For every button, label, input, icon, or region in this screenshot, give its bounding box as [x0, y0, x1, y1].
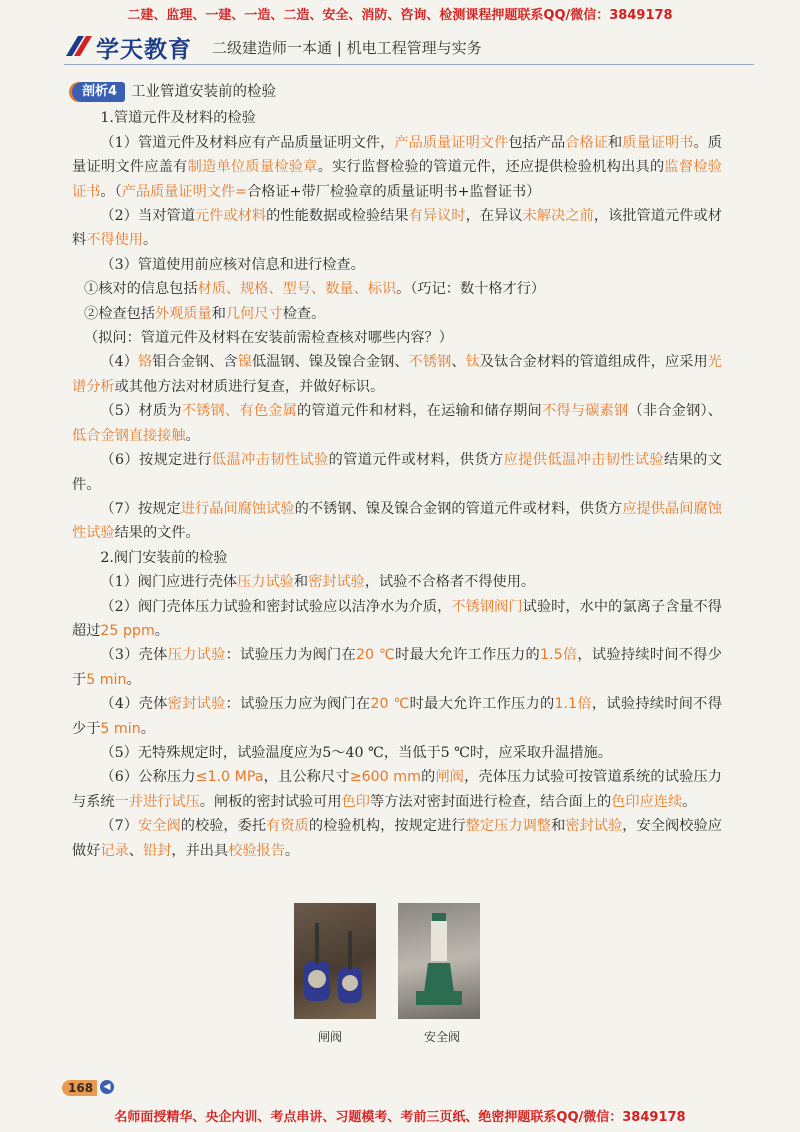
safety-valve-photo	[398, 903, 480, 1019]
main-content	[72, 80, 722, 863]
text-run: 结果的文件。	[72, 452, 722, 493]
highlighted-term: 密封试验	[308, 574, 365, 591]
logo-icon	[64, 34, 94, 58]
text-run: （非合金钢）、	[628, 403, 722, 420]
text-run: 、	[451, 354, 466, 371]
text-run: 时最大允许工作压力的	[409, 696, 555, 713]
highlighted-term: 压力试验	[167, 647, 226, 664]
header-divider	[64, 64, 754, 65]
highlighted-term: 铅封	[142, 842, 172, 859]
highlighted-term: 安全阀	[137, 818, 181, 835]
text-run: 低温钢、镍及镍合金钢、	[251, 354, 409, 371]
text-run: 。	[185, 427, 200, 444]
highlighted-term: 记录	[100, 842, 129, 859]
highlighted-term: 5 min	[100, 720, 141, 737]
highlighted-term: 闸阀	[435, 769, 465, 786]
text-run: 。	[154, 622, 169, 639]
text-run: （7）	[100, 818, 138, 835]
text-run: （1）管道元件及材料应有产品质量证明文件，	[100, 134, 395, 151]
text-run: 试验时，水中的氯离子含量不得超过	[72, 598, 722, 639]
text-run: （6）公称压力	[100, 769, 196, 786]
paragraph	[72, 131, 722, 204]
text-run: 和	[608, 134, 623, 151]
text-run: 的管道元件或材料，供货方	[328, 452, 504, 469]
text-run: （5）材质为	[100, 403, 182, 420]
gate-valve-photo	[294, 903, 376, 1019]
highlighted-term: 应提供晶间腐蚀性试验	[72, 500, 722, 542]
highlighted-term: 镍	[237, 354, 252, 371]
paragraph	[72, 302, 722, 326]
paragraph: （3）管道使用前应核对信息和进行检查。	[100, 256, 365, 273]
highlighted-term: 不得使用	[86, 232, 143, 249]
subheading: 2.阀门安装前的检验	[100, 549, 228, 566]
highlighted-term: 产品质量证明文件	[394, 134, 509, 151]
highlighted-term: 光谱分析	[72, 354, 722, 395]
paragraph	[72, 595, 722, 644]
text-run: 。质量证明文件应盖有	[72, 134, 722, 176]
highlighted-term: 密封试验	[167, 696, 226, 713]
highlighted-term: 监督检验证书	[72, 159, 722, 200]
text-run: 。	[140, 720, 155, 737]
highlighted-term: 色印应连续	[611, 793, 683, 810]
paragraph	[72, 570, 722, 594]
text-run: （4）	[100, 354, 138, 371]
highlighted-term: 一并进行试压	[114, 793, 200, 810]
text-run: 结果的文件。	[114, 525, 200, 542]
text-run: 和	[551, 818, 566, 835]
page-number: 168	[62, 1080, 97, 1096]
highlighted-term: 1.5倍	[540, 647, 578, 664]
text-run: 及钛合金材料的管道组成件，应采用	[479, 354, 708, 371]
highlighted-term: 有资质	[266, 818, 309, 835]
highlighted-term: 钛	[465, 354, 480, 371]
highlighted-term: 进行晶间腐蚀试验	[180, 500, 295, 517]
text-run: 的管道元件和材料，在运输和储存期间	[296, 403, 542, 420]
highlighted-term: 校验报告	[228, 842, 285, 859]
text-run: 合格证+带厂检验章的质量证明书+监督证书）	[247, 183, 541, 200]
paragraph	[72, 497, 722, 546]
paragraph	[72, 643, 722, 692]
text-run: ：试验压力为阀门在	[225, 647, 357, 664]
highlighted-term: 不锈钢阀门	[451, 598, 523, 615]
photo-caption: 安全阀	[424, 1030, 461, 1044]
highlighted-term: 元件或材料	[194, 208, 267, 225]
paragraph	[72, 350, 722, 399]
highlighted-term: 低温冲击韧性试验	[211, 452, 329, 469]
highlighted-term: 密封试验	[565, 818, 623, 835]
highlighted-term: 有异议时	[408, 208, 466, 225]
text-run: ，壳体压力试验可按管道系统的试验压力与系统	[72, 769, 722, 810]
paragraph	[72, 399, 722, 448]
text-run: 等方法对密封面进行检查，结合面上的	[370, 793, 612, 810]
text-run: ，试验不合格者不得使用。	[364, 574, 536, 591]
highlighted-term: 20 ℃	[356, 647, 396, 664]
book-title: 二级建造师一本通 | 机电工程管理与实务	[212, 39, 482, 57]
highlighted-term: 色印	[341, 793, 370, 810]
highlighted-term: 外观质量	[154, 305, 212, 322]
text-run: ，试验持续时间不得少于	[72, 696, 722, 737]
text-run: 的性能数据或检验结果	[266, 208, 409, 225]
text-run: 钼合金钢、含	[152, 354, 238, 371]
paragraph	[72, 814, 722, 863]
text-run: 。	[142, 232, 158, 249]
text-run: （3）壳体	[100, 647, 168, 664]
highlighted-term: 几何尺寸	[225, 305, 283, 322]
text-run: 的	[420, 769, 436, 786]
highlighted-term: 材质、规格、型号、数量、标识	[197, 281, 397, 298]
text-run: （2）阀门壳体压力试验和密封试验应以洁净水为介质，	[100, 598, 452, 615]
highlighted-term: 20 ℃	[370, 696, 410, 713]
text-run: 。（巧记：数十格才行）	[396, 281, 546, 298]
paragraph	[72, 277, 722, 301]
text-run: 的校验，委托	[180, 818, 267, 835]
text-run: ：试验压力应为阀门在	[225, 696, 371, 713]
highlighted-term: 不得与碳素钢	[541, 403, 629, 420]
text-run: 。闸板的密封试验可用	[199, 793, 342, 810]
page-arrow-icon: ◀	[100, 1080, 114, 1094]
photo-caption: 闸阀	[318, 1030, 343, 1044]
valve-photos	[294, 903, 474, 1044]
highlighted-term: 制造单位质量检验章	[187, 159, 318, 176]
highlighted-term: 5 min	[86, 671, 127, 688]
text-run: ，安全阀校验应做好	[72, 818, 722, 859]
highlighted-term: 1.1倍	[554, 696, 592, 713]
text-run: （6）按规定进行	[100, 452, 212, 469]
paragraph	[72, 204, 722, 253]
text-run: 的检验机构，按规定进行	[308, 818, 466, 835]
text-run: ②检查包括	[84, 305, 155, 322]
text-run: ，该批管道元件或材料	[72, 208, 722, 249]
highlighted-term: 不锈钢、有色金属	[181, 403, 297, 420]
logo-text: 学天教育	[96, 37, 192, 63]
text-run: 。（	[100, 183, 122, 200]
subheading: 1.管道元件及材料的检验	[100, 110, 256, 127]
text-run: 的不锈钢、镍及镍合金钢的管道元件或材料，供货方	[294, 500, 623, 517]
highlighted-term: 整定压力调整	[465, 818, 552, 835]
page-header	[64, 30, 754, 64]
text-run: （7）按规定	[100, 500, 181, 517]
text-run: 。	[284, 842, 300, 859]
text-run: （1）阀门应进行壳体	[100, 574, 238, 591]
text-run: 。实行监督检验的管道元件，还应提供检验机构出具的	[317, 159, 665, 176]
section-title: 工业管道安装前的检验	[131, 84, 277, 100]
highlighted-term: ≥600 mm	[349, 769, 421, 786]
section-badge: 剖析4	[72, 82, 125, 102]
highlighted-term: 低合金钢直接接触	[72, 427, 186, 444]
highlighted-term: 合格证	[565, 134, 609, 151]
text-run: ，试验持续时间不得少于	[72, 647, 722, 688]
highlighted-term: ≤1.0 MPa	[195, 769, 264, 786]
bottom-contact-banner: 名师面授精华、央企内训、考点串讲、习题模考、考前三页纸、绝密押题联系QQ/微信：3849178	[114, 1110, 686, 1125]
text-run: 检查。	[282, 305, 326, 322]
highlighted-term: 压力试验	[237, 574, 294, 591]
text-run: ，且公称尺寸	[263, 769, 350, 786]
paragraph	[72, 765, 722, 814]
text-run: 。	[126, 671, 141, 688]
section-heading	[72, 80, 722, 104]
text-run: 包括产品	[508, 134, 566, 151]
paragraph: （拟问：管道元件及材料在安装前需检查核对哪些内容？）	[84, 330, 453, 347]
top-contact-banner: 二建、监理、一建、一造、二造、安全、消防、咨询、检测课程押题联系QQ/微信：3849178	[127, 8, 673, 23]
paragraph: （5）无特殊规定时，试验温度应为5～40 ℃，当低于5 ℃时，应采取升温措施。	[100, 744, 612, 761]
highlighted-term: 未解决之前	[522, 208, 594, 225]
text-run: 和	[293, 574, 309, 591]
highlighted-term: 不锈钢	[408, 354, 452, 371]
highlighted-term: 应提供低温冲击韧性试验	[503, 452, 665, 469]
paragraph	[72, 448, 722, 497]
text-run: ，在异议	[465, 208, 523, 225]
highlighted-term: 质量证明书	[622, 134, 694, 151]
text-run: （2）当对管道	[100, 208, 195, 225]
text-run: 。	[682, 793, 697, 810]
text-run: 或其他方法对材质进行复查，并做好标识。	[114, 378, 385, 395]
text-run: （4）壳体	[100, 696, 168, 713]
text-run: 时最大允许工作压力的	[395, 647, 541, 664]
highlighted-term: 25 ppm	[100, 622, 155, 639]
text-run: 、	[128, 842, 143, 859]
paragraph	[72, 692, 722, 741]
highlighted-term: 铬	[137, 354, 153, 371]
text-run: ①核对的信息包括	[84, 281, 198, 298]
text-run: ，并出具	[171, 842, 229, 859]
highlighted-term: 产品质量证明文件=	[121, 183, 248, 200]
text-run: 和	[211, 305, 226, 322]
